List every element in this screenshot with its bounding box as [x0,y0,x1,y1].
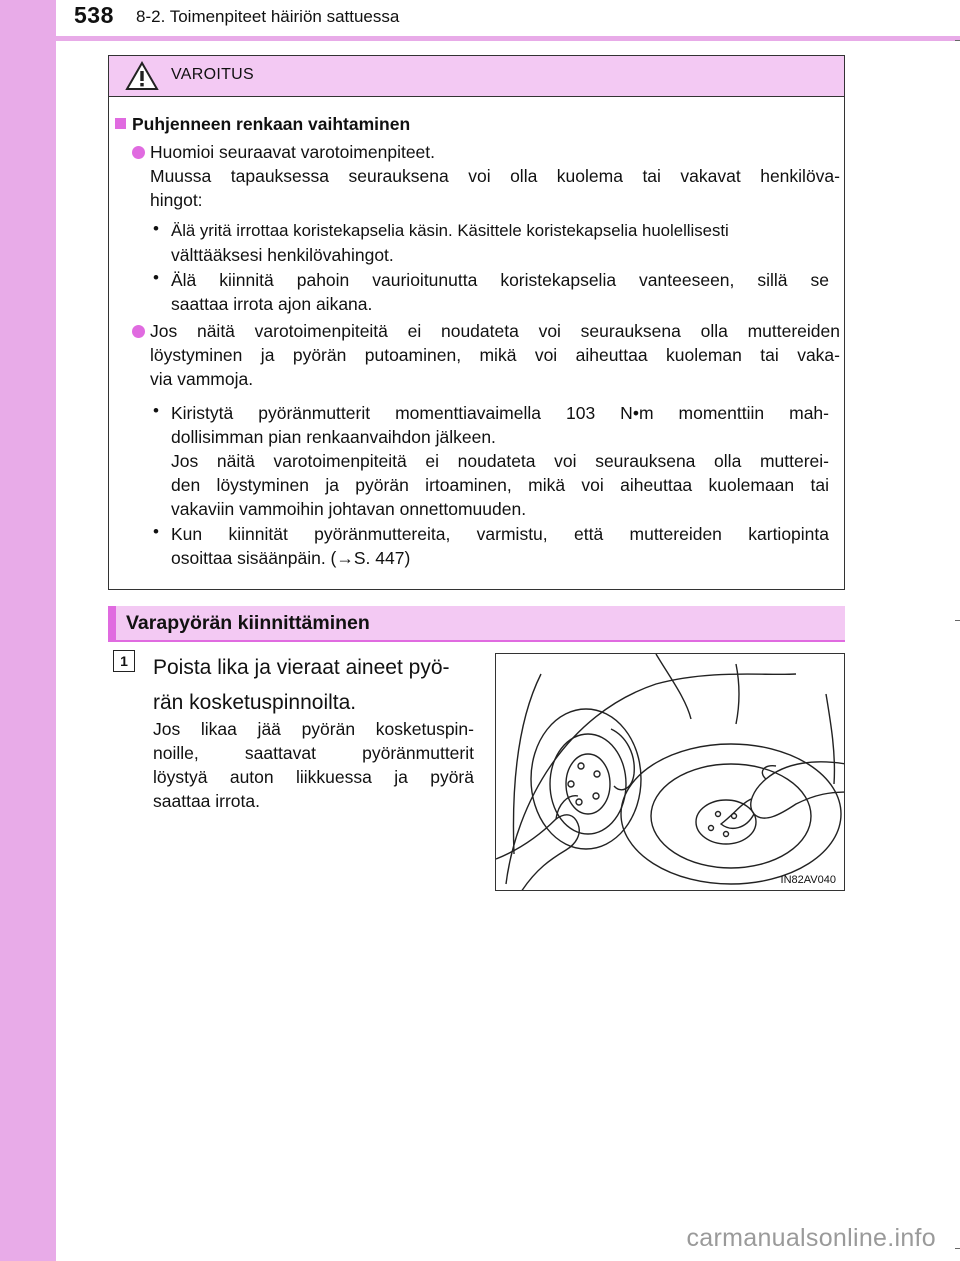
warning-header [109,56,844,97]
figure-code: IN82AV040 [780,874,836,886]
warning-line: Huomioi seuraavat varotoimenpiteet. [150,142,436,162]
warning-subitem-line: Jos näitä varotoimenpiteitä ei noudateta voi seurauksena olla mutterei- [171,451,829,471]
page-number: 538 [74,2,114,28]
circle-bullet-icon [132,325,145,338]
warning-line: Muussa tapauksessa seurauksena voi olla kuolema tai vakavat henkilöva- [150,166,840,186]
header-rule [0,36,960,41]
crop-marks [954,0,960,1261]
bullet-dot: • [153,522,159,541]
warning-heading: Puhjenneen renkaan vaihtaminen [115,114,410,135]
step-number: 1 [113,650,135,672]
step-note: Jos likaa jää pyörän kosketuspin- noille, saattavat pyöränmutterit löystyä auton liikkuessa ja pyörä saattaa irrota. [153,719,474,811]
chapter-title: 8-2. Toimenpiteet häiriön sattuessa [136,7,400,26]
step-instruction: Poista lika ja vieraat aineet pyö- rän kosketuspinnoilta. [153,656,450,714]
warning-subitem-line: saattaa irrota ajon aikana. [171,294,373,314]
warning-subitem-line: osoittaa sisäänpäin. (→S. 447) [171,548,411,568]
warning-subitem-line: välttääksesi henkilövahingot. [171,245,394,265]
circle-bullet-icon [132,146,145,159]
warning-triangle-icon [125,61,159,91]
section-header [108,606,845,642]
warning-line: via vammoja. [150,369,254,389]
warning-subitem-line: Kun kiinnität pyöränmuttereita, varmistu, että muttereiden kartiopinta [171,524,829,544]
section-accent-bar [108,606,116,640]
warning-box [108,55,845,590]
square-bullet-icon [115,118,126,129]
bullet-dot: • [153,219,159,238]
warning-line: hingot: [150,190,203,210]
warning-subitem-line: Älä kiinnitä pahoin vaurioitunutta koristekapselia vanteeseen, sillä se [171,270,829,290]
warning-subitem-line: dollisimman pian renkaanvaihdon jälkeen. [171,427,496,447]
bullet-dot: • [153,401,159,420]
bullet-dot: • [153,268,159,287]
warning-line: Jos näitä varotoimenpiteitä ei noudateta voi seurauksena olla muttereiden [150,321,840,341]
warning-line: löystyminen ja pyörän putoaminen, mikä voi aiheuttaa kuoleman tai vaka- [150,345,840,365]
section-title: Varapyörän kiinnittäminen [126,612,370,634]
warning-subitem-line: Älä yritä irrottaa koristekapselia käsin. Käsittele koristekapselia huolellisesti [171,221,729,240]
side-color-band [0,0,56,1261]
warning-subitem-line: vakaviin vammoihin johtavan onnettomuuden. [171,499,527,519]
watermark: carmanualsonline.info [686,1224,936,1252]
warning-subitem-line: Kiristytä pyöränmutterit momenttiavaimella 103 N•m momenttiin mah- [171,403,829,423]
warning-title: VAROITUS [171,66,255,83]
wheel-cleaning-illustration [495,653,845,891]
warning-subitem-line: den löystyminen ja pyörän irtoaminen, mikä voi aiheuttaa kuolemaan tai [171,475,829,495]
wheel-cleaning-drawing [496,654,845,891]
